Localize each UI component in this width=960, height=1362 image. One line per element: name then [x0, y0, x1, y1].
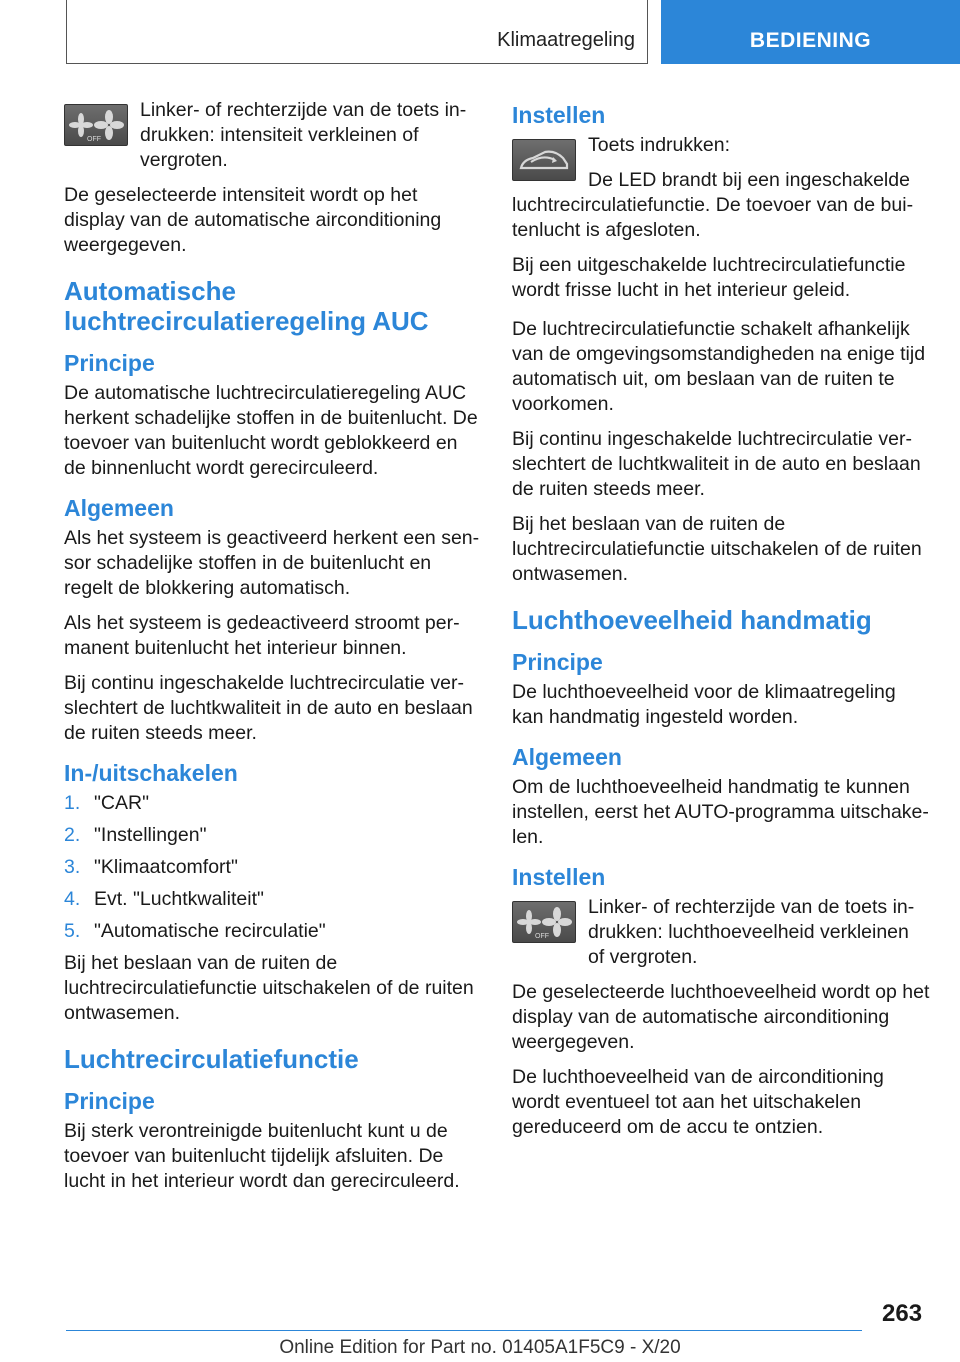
lh-algemeen-heading: Algemeen: [512, 744, 622, 770]
auc-principe-heading: Principe: [64, 350, 155, 376]
step-number: 3.: [64, 856, 81, 878]
list-item: [64, 823, 482, 848]
lh-algemeen-text: Om de luchthoeveelheid handmatig te kunnen instellen, eerst het AUTO-programma uitschakelen.: [512, 776, 929, 848]
auc-algemeen-p1: Als het systeem is geactiveerd herkent een sensor schadelijke stoffen in de buitenlucht en regelt de blokkering automatisch.: [64, 527, 480, 599]
instellen-p2: De LED brandt bij een ingeschakelde luchtrecirculatiefunctie. De toevoer van de buitenlucht is afgesloten.: [512, 169, 914, 241]
left-column: [64, 98, 482, 1204]
step-number: 1.: [64, 792, 81, 814]
section-title: Klimaatregeling: [497, 29, 635, 51]
fan-intensity-button-icon: [64, 104, 128, 146]
lh-principe-heading: Principe: [512, 649, 603, 675]
chapter-tab: [661, 0, 960, 64]
lrf-principe-text: Bij sterk verontreinigde buitenlucht kunt u de toevoer van buitenlucht tijdelijk afsluiten. De lucht in het interieur wordt dan gerecirculeerd.: [64, 1120, 460, 1192]
step-text: "Klimaatcomfort": [94, 856, 238, 878]
lh-instellen-p2: De geselecteerde luchthoeveelheid wordt op het display van de automatische airconditioning weergegeven.: [512, 981, 930, 1053]
recirculation-button-icon: [512, 139, 576, 181]
auc-algemeen-p3: Bij continu ingeschakelde luchtrecirculatie verslechtert de luchtkwaliteit in de auto en beslaan de ruiten steeds meer.: [64, 672, 473, 744]
lh-principe-text: De luchthoeveelheid voor de klimaatregeling kan handmatig ingesteld worden.: [512, 681, 896, 728]
instellen-p4: De luchtrecirculatiefunctie schakelt afhankelijk van de omgevingsomstandigheden na enige tijd automatisch uit, om beslaan van de ruiten te voorkomen.: [512, 318, 926, 415]
fan-off-label: OFF: [87, 136, 101, 143]
right-column: [512, 98, 930, 1150]
page-number: 263: [882, 1300, 923, 1327]
step-number: 5.: [64, 920, 81, 942]
lh-instellen-heading: Instellen: [512, 864, 606, 890]
lh-instellen-p1: Linker- of rechterzijde van de toets indrukken: luchthoeveelheid verkleinen of vergroten.: [588, 896, 915, 968]
fan-airflow-button-icon: [512, 901, 576, 943]
section-title-box: [66, 0, 648, 64]
intensity-instruction: [64, 98, 482, 183]
instellen-p5: Bij continu ingeschakelde luchtrecirculatie verslechtert de luchtkwaliteit in de auto en beslaan de ruiten steeds meer.: [512, 428, 921, 500]
auc-algemeen-heading: Algemeen: [64, 495, 174, 521]
instellen-heading: Instellen: [512, 102, 606, 128]
recirculation-instruction: [512, 133, 930, 253]
list-item: [64, 855, 482, 880]
page-header: [0, 0, 960, 66]
step-number: 4.: [64, 888, 81, 910]
list-item: [64, 919, 482, 944]
instellen-p3: Bij een uitgeschakelde luchtrecirculatiefunctie wordt frisse lucht in het interieur geleid.: [512, 254, 906, 301]
auc-algemeen-p2: Als het systeem is gedeactiveerd stroomt permanent buitenlucht het interieur binnen.: [64, 612, 460, 659]
intensity-display-text: De geselecteerde intensiteit wordt op het display van de automatische airconditioning weergegeven.: [64, 184, 442, 256]
lh-instellen-p3: De luchthoeveelheid van de airconditioning wordt eventueel tot aan het uitschakelen gereduceerd om de accu te ontzien.: [512, 1066, 884, 1138]
step-text: "CAR": [94, 792, 150, 814]
fan-off-label: OFF: [535, 933, 549, 940]
edition-footer: Online Edition for Part no. 01405A1F5C9 - X/20: [279, 1337, 681, 1358]
step-text: "Instellingen": [94, 824, 207, 846]
auc-principe-text: De automatische luchtrecirculatieregeling AUC herkent schadelijke stoffen in de buitenlucht. De toevoer van buitenlucht wordt geblokkeerd en de binnenlucht wordt gerecirculeerd.: [64, 382, 478, 479]
step-text: Evt. "Luchtkwaliteit": [94, 888, 264, 910]
instellen-p1: Toets indrukken:: [588, 134, 730, 156]
list-item: [64, 791, 482, 816]
airflow-instruction: [512, 895, 930, 980]
inuit-heading: In-/uitschakelen: [64, 760, 238, 786]
footer-divider: [66, 1330, 862, 1331]
intensity-text: Linker- of rechterzijde van de toets indrukken: intensiteit verkleinen of vergroten.: [140, 99, 467, 171]
chapter-tab-label: BEDIENING: [749, 29, 872, 52]
list-item: [64, 887, 482, 912]
instellen-p6: Bij het beslaan van de ruiten de luchtrecirculatiefunctie uitschakelen of de ruiten ontwasemen.: [512, 513, 922, 585]
step-text: "Automatische recirculatie": [94, 920, 326, 942]
steps-list: [64, 791, 482, 944]
auc-heading: Automatische luchtrecirculatieregeling AUC: [64, 276, 429, 336]
lh-heading: Luchthoeveelheid handmatig: [512, 605, 872, 635]
inuit-after-text: Bij het beslaan van de ruiten de luchtrecirculatiefunctie uitschakelen of de ruiten ontwasemen.: [64, 952, 474, 1024]
lrf-principe-heading: Principe: [64, 1088, 155, 1114]
step-number: 2.: [64, 824, 81, 846]
lrf-heading: Luchtrecirculatiefunctie: [64, 1044, 359, 1074]
